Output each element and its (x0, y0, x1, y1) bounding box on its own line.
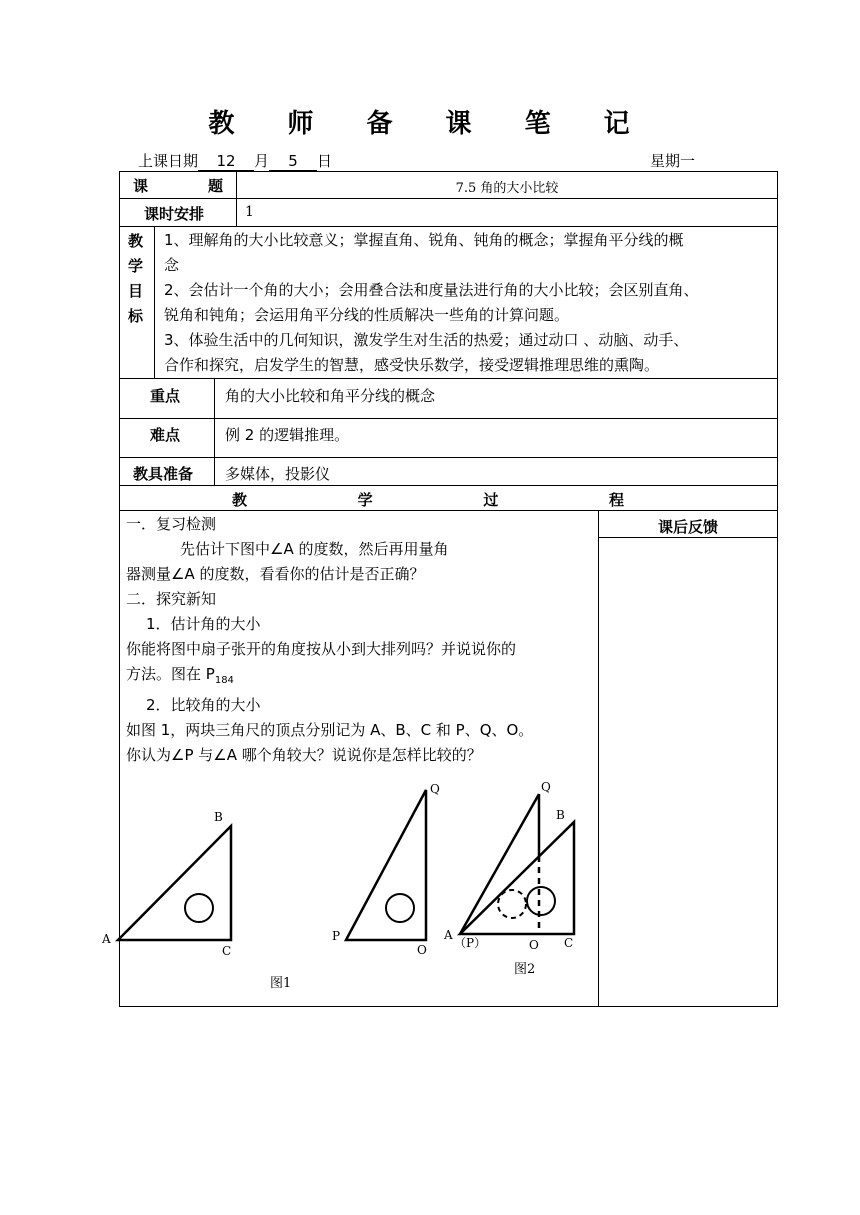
process-line: 如图 1，两块三角尺的顶点分别记为 A、B、C 和 P、Q、O。 (126, 721, 534, 739)
process-line: 你认为∠P 与∠A 哪个角较大？说说你是怎样比较的？ (126, 746, 482, 764)
hours-label: 课时安排 (144, 205, 205, 223)
hidden-hole (498, 890, 526, 918)
difficulty-value: 例 2 的逻辑推理。 (225, 426, 350, 444)
triangle-hole (185, 894, 213, 922)
triangle-hole (386, 894, 414, 922)
topic-value: 7.5 角的大小比较 (455, 181, 559, 196)
triangle-hole (527, 887, 555, 915)
vertex-label-c: C (222, 944, 232, 958)
page-title: 教 师 备 课 笔 记 (208, 109, 652, 139)
triangle-abc-outline (118, 826, 231, 940)
topic-label: 课 题 (133, 177, 223, 195)
vertex-label-c: C (564, 936, 574, 950)
process-line: 2．比较角的大小 (146, 696, 261, 714)
goals-label-char: 标 (128, 307, 144, 325)
vertex-label-a: A (102, 932, 111, 946)
fig2-caption: 图2 (514, 962, 536, 977)
vertex-label-o: O (417, 943, 427, 957)
process-line: 一．复习检测 (126, 515, 217, 533)
goals-line: 锐角和钝角；会运用角平分线的性质解决一些角的计算问题。 (164, 306, 570, 324)
process-header-char: 程 (608, 491, 624, 509)
triangle-abc (118, 826, 231, 940)
hours-value: 1 (245, 204, 254, 220)
weekday: 星期一 (650, 152, 696, 170)
goals-label-char: 教 (128, 232, 144, 250)
process-header-char: 学 (357, 491, 373, 509)
day-unit: 日 (317, 152, 333, 170)
month-unit: 月 (254, 152, 270, 170)
goals-line: 念 (164, 256, 180, 274)
vertex-label-q: Q (541, 780, 551, 794)
process-line: 方法。图在 P (126, 665, 215, 683)
fig1-caption: 图1 (270, 976, 292, 991)
vertex-label-p: P (332, 929, 341, 943)
vertex-label-q: Q (430, 782, 440, 796)
vertex-label-b: B (556, 808, 565, 822)
day-value: 5 (269, 153, 317, 171)
process-header-char: 教 (232, 491, 248, 509)
triangle-pqo-outline (346, 790, 426, 940)
triangle-pqo (346, 790, 426, 940)
goals-line: 3、体验生活中的几何知识，激发学生对生活的热爱；通过动口 、动脑、动手、 (164, 331, 689, 349)
overlay-pq-edge (460, 794, 539, 934)
process-header-char: 过 (483, 491, 499, 509)
vertex-label-p: （P） (454, 936, 487, 950)
difficulty-label: 难点 (150, 426, 181, 444)
feedback-label: 课后反馈 (657, 518, 718, 536)
goals-line: 1、理解角的大小比较意义；掌握直角、锐角、钝角的概念；掌握角平分线的概 (164, 231, 684, 249)
goals-label-char: 学 (128, 257, 144, 275)
vertex-label-a: A (444, 928, 453, 942)
page-subscript: 184 (214, 675, 234, 686)
keypoint-value: 角的大小比较和角平分线的概念 (225, 387, 436, 405)
process-line: 先估计下图中∠A 的度数，然后再用量角 (180, 540, 449, 558)
vertex-label-o: O (529, 938, 539, 952)
process-line: 你能将图中扇子张开的角度按从小到大排列吗？并说说你的 (126, 640, 517, 658)
overlay-abc-outline (460, 822, 574, 934)
goals-line: 2、会估计一个角的大小；会用叠合法和度量法进行角的大小比较；会区别直角、 (164, 281, 699, 299)
date-prefix: 上课日期 (138, 152, 199, 170)
process-line: 二．探究新知 (126, 590, 217, 608)
tools-value: 多媒体，投影仪 (225, 465, 331, 483)
keypoint-label: 重点 (150, 387, 181, 405)
process-line: 1．估计角的大小 (146, 615, 261, 633)
month-value: 12 (198, 153, 254, 171)
goals-line: 合作和探究，启发学生的智慧，感受快乐数学，接受逻辑推理思维的熏陶。 (164, 356, 660, 374)
vertex-label-b: B (214, 810, 223, 824)
tools-label: 教具准备 (133, 465, 194, 483)
process-line: 器测量∠A 的度数，看看你的估计是否正确？ (126, 565, 425, 583)
goals-label-char: 目 (128, 282, 144, 300)
